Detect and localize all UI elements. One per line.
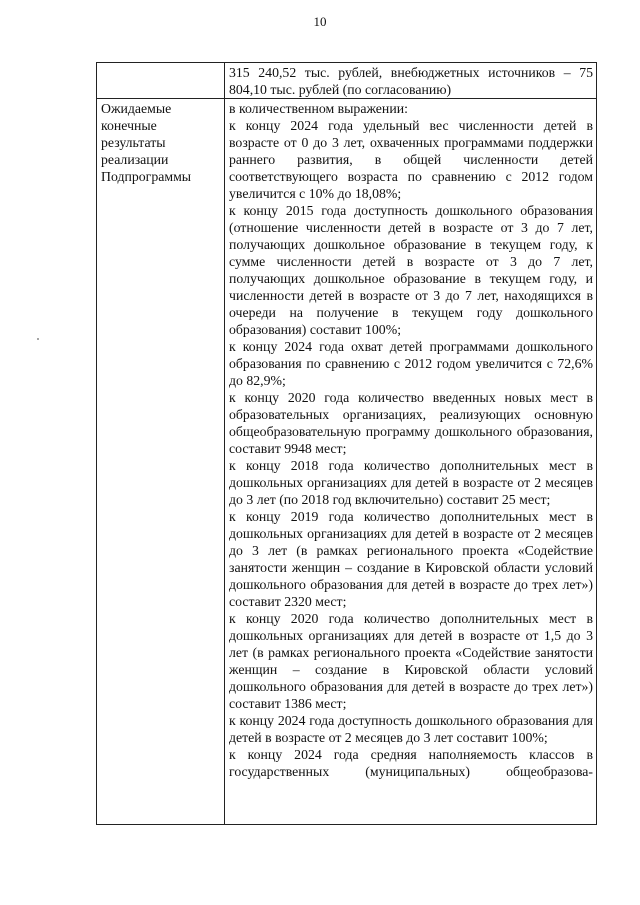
results-paragraph: к концу 2020 года количество введенных новых мест в образовательных организациях, реализующих основную общеобразовательную программу дошкольного образования, составит 9948 мест; [229, 390, 593, 456]
table-row-funding [97, 63, 597, 99]
row-label-line: реализации [101, 152, 169, 167]
results-paragraph: к концу 2024 года удельный вес численности детей в возрасте от 0 до 3 лет, охваченных программами поддержки раннего развития, в общей численности детей соответствующего возраста по сравнению с 2012 годом увеличится с 10% до 18,08%; [229, 118, 593, 201]
funding-text: 315 240,52 тыс. рублей, внебюджетных источников – 75 804,10 тыс. рублей (по согласованию) [229, 65, 593, 97]
row-label-line: результаты [101, 135, 166, 150]
results-paragraph: в количественном выражении: [229, 101, 408, 116]
results-paragraph: к концу 2024 года охват детей программами дошкольного образования по сравнению с 2012 годом увеличится с 72,6% до 82,9%; [229, 339, 593, 388]
document-table [96, 62, 597, 825]
table-cell-label [97, 99, 225, 825]
results-text [225, 99, 596, 780]
table-cell-results [225, 99, 597, 825]
results-paragraph: к концу 2019 года количество дополнительных мест в дошкольных организациях для детей в возрасте от 2 месяцев до 3 лет (в рамках регионального проекта «Содействие занятости женщин – создание в Кировской области условий дошкольного образования для детей в возрасте до трех лет») составит 2320 мест; [229, 509, 593, 609]
results-paragraph: к концу 2020 года количество дополнительных мест в дошкольных организациях для детей в возрасте от 1,5 до 3 лет (в рамках регионального проекта «Содействие занятости женщин – создание в Кировской области условий дошкольного образования для детей в возрасте до трех лет») составит 1386 мест; [229, 611, 593, 711]
row-label-line: Ожидаемые [101, 101, 172, 116]
table-row-expected-results [97, 99, 597, 825]
scan-speck [37, 338, 39, 340]
row-label-line: Подпрограммы [101, 169, 192, 184]
results-paragraph: к концу 2024 года доступность дошкольного образования для детей в возрасте от 2 месяцев до 3 лет составит 100%; [229, 713, 593, 745]
results-paragraph: к концу 2018 года количество дополнительных мест в дошкольных организациях для детей в возрасте от 2 месяцев до 3 лет (по 2018 год включительно) составит 25 мест; [229, 458, 593, 507]
results-paragraph: к концу 2015 года доступность дошкольного образования (отношение численности детей в возрасте от 3 до 7 лет, получающих дошкольное образование в текущем году, к сумме численности детей в возрасте от 3 до 7 лет, получающих дошкольное образование в текущем году, и численности детей в возрасте от 3 до 7 лет, находящихся в очереди на получение в текущем году дошкольного образования) составит 100%; [229, 203, 593, 337]
page-number: 10 [313, 14, 327, 29]
row-label-line: конечные [101, 118, 157, 133]
results-paragraph: к концу 2024 года средняя наполняемость классов в государственных (муниципальных) общеобразова- [229, 747, 593, 779]
table-cell-left-empty [97, 63, 225, 99]
row-label [97, 99, 224, 185]
table-cell-funding [225, 63, 597, 99]
